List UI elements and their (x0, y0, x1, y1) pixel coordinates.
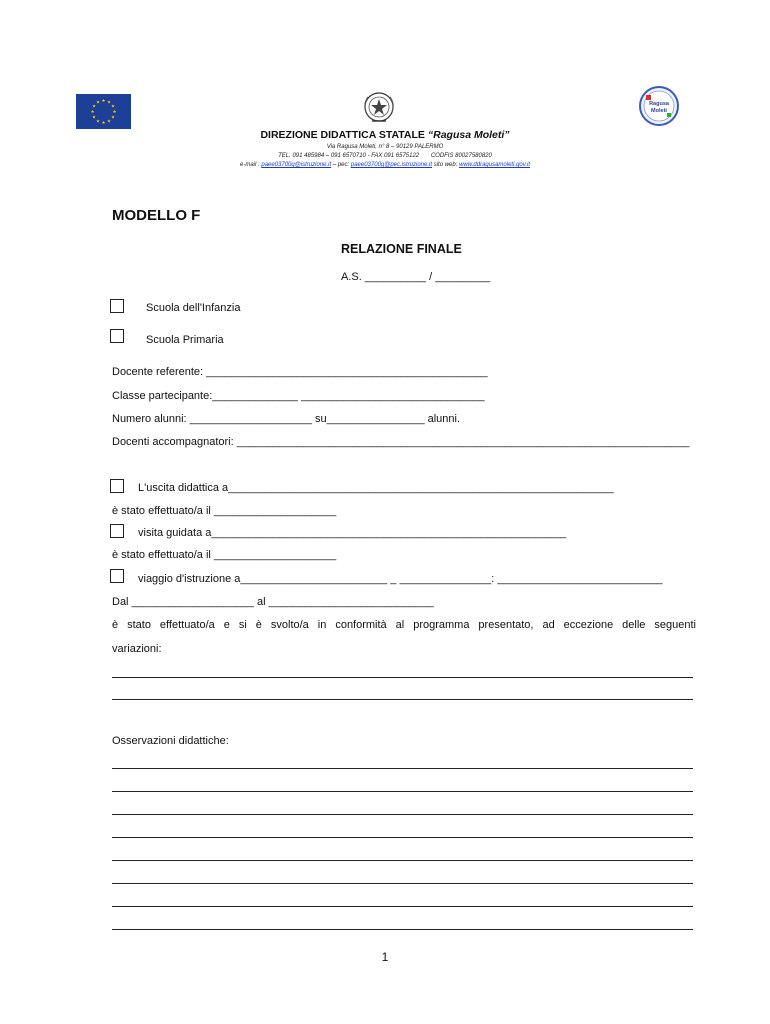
variazioni-line[interactable] (112, 677, 693, 678)
osservazioni-line[interactable] (112, 837, 693, 838)
eu-star-icon: ★ (111, 103, 116, 109)
visita-checkbox[interactable] (110, 524, 124, 538)
eu-star-icon: ★ (111, 114, 116, 120)
infanzia-checkbox[interactable] (110, 299, 124, 313)
eu-star-icon: ★ (101, 98, 106, 104)
school-year-field[interactable]: A.S. __________ / _________ (341, 271, 491, 283)
form-title: RELAZIONE FINALE (341, 242, 462, 256)
uscita-field[interactable]: L'uscita didattica a_______________________________________________________________ (138, 482, 614, 494)
variazioni-label: variazioni: (112, 643, 162, 655)
docente-referente-field[interactable]: Docente referente: ______________________________________________ (112, 366, 488, 378)
uscita-checkbox[interactable] (110, 479, 124, 493)
effettuato-field-2[interactable]: è stato effettuato/a il ____________________ (112, 549, 337, 561)
eu-star-icon: ★ (91, 103, 96, 109)
infanzia-label: Scuola dell'Infanzia (146, 302, 241, 314)
eu-star-icon: ★ (91, 114, 96, 120)
eu-flag-icon (76, 94, 131, 129)
osservazioni-label: Osservazioni didattiche: (112, 735, 229, 747)
numero-alunni-field[interactable]: Numero alunni: ____________________ su________________ alunni. (112, 413, 461, 425)
visita-field[interactable]: visita guidata a__________________________________________________________ (138, 527, 567, 539)
eu-star-icon: ★ (106, 118, 112, 124)
school-logo-icon (637, 86, 681, 126)
osservazioni-line[interactable] (112, 929, 693, 930)
viaggio-field[interactable]: viaggio d'istruzione a________________________ _ _______________: ___________________________ (138, 573, 663, 585)
osservazioni-line[interactable] (112, 768, 693, 769)
italian-republic-emblem-icon (360, 90, 398, 126)
eu-star-icon: ★ (95, 118, 101, 124)
website-link[interactable]: www.ddragusamoleti.gov.it (459, 162, 530, 168)
school-contacts: TEL. 091 485984 – 091 6570710 - FAX 091 6575122 CODFIS 80027580820 (278, 153, 492, 159)
viaggio-checkbox[interactable] (110, 569, 124, 583)
conformita-text: è stato effettuato/a e si è svolto/a in conformità al programma presentato, ad eccezione delle seguenti (112, 619, 696, 631)
osservazioni-line[interactable] (112, 814, 693, 815)
osservazioni-line[interactable] (112, 906, 693, 907)
form-code: MODELLO F (112, 207, 201, 224)
primaria-checkbox[interactable] (110, 329, 124, 343)
eu-star-icon: ★ (95, 99, 101, 105)
school-address: Via Ragusa Moleti, n° 8 – 90129 PALERMO (326, 144, 444, 150)
svg-text:Ragusa: Ragusa (649, 101, 669, 107)
dal-al-field[interactable]: Dal ____________________ al ___________________________ (112, 596, 434, 608)
osservazioni-line[interactable] (112, 791, 693, 792)
svg-text:Moleti: Moleti (651, 108, 667, 114)
eu-star-icon: ★ (106, 99, 112, 105)
docenti-accompagnatori-field[interactable]: Docenti accompagnatori: __________________________________________________________________________ (112, 436, 690, 448)
email-link[interactable]: paee03700g@istruzione.it (261, 162, 332, 168)
effettuato-field-1[interactable]: è stato effettuato/a il ____________________ (112, 505, 337, 517)
eu-star-icon: ★ (90, 109, 95, 115)
variazioni-line[interactable] (112, 699, 693, 700)
osservazioni-line[interactable] (112, 860, 693, 861)
eu-star-icon: ★ (112, 109, 117, 115)
classe-partecipante-field[interactable]: Classe partecipante:______________ ______________________________ (112, 390, 485, 402)
osservazioni-line[interactable] (112, 883, 693, 884)
page-number: 1 (381, 950, 389, 964)
school-email-line: e-mail : paee03700g@istruzione.it – pec: paee03700g@pec.istruzione.it sito web: www.ddragusamoleti.gov.it (240, 162, 530, 168)
primaria-label: Scuola Primaria (146, 334, 224, 346)
pec-link[interactable]: paee03700g@pec.istruzione.it (350, 162, 433, 168)
school-title: DIREZIONE DIDATTICA STATALE “Ragusa Moleti” (260, 129, 510, 141)
eu-star-icon: ★ (101, 120, 106, 126)
